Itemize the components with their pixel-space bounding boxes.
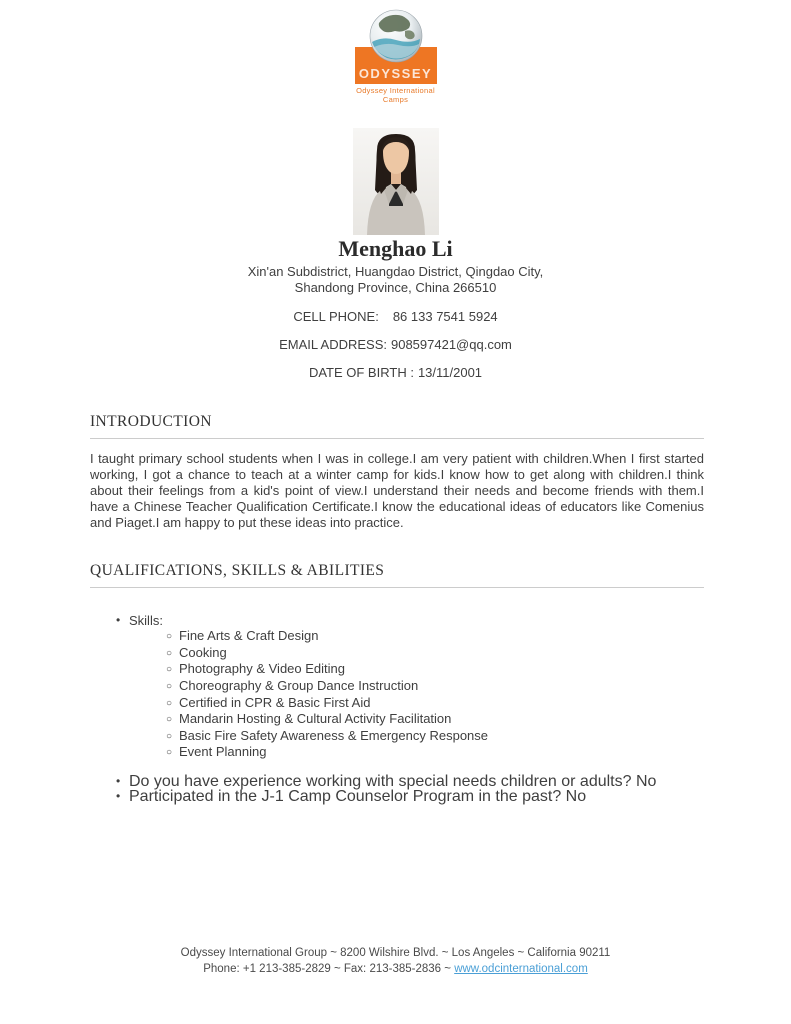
list-item xyxy=(90,613,704,629)
list-item xyxy=(90,678,704,695)
circle-bullet-icon: ○ xyxy=(166,747,173,759)
logo-tagline: Odyssey International Camps xyxy=(356,86,435,104)
questions-list xyxy=(90,774,704,805)
footer-phone-fax: Phone: +1 213-385-2829 ~ Fax: 213-385-2836 ~ xyxy=(203,962,455,975)
qualifications-heading: QUALIFICATIONS, SKILLS & ABILITIES xyxy=(90,562,704,588)
footer xyxy=(0,946,791,977)
circle-bullet-icon: ○ xyxy=(166,631,173,643)
list-item xyxy=(90,728,704,745)
list-item xyxy=(90,711,704,728)
skill-item: Photography & Video Editing xyxy=(179,661,345,677)
list-item xyxy=(90,774,704,790)
question-item: Do you have experience working with special needs children or adults? No xyxy=(129,772,657,790)
list-item xyxy=(90,628,704,645)
email-line xyxy=(0,337,791,352)
skill-item: Certified in CPR & Basic First Aid xyxy=(179,694,371,710)
skill-item: Cooking xyxy=(179,644,227,660)
bullet-icon: • xyxy=(116,789,121,804)
skill-item: Choreography & Group Dance Instruction xyxy=(179,677,419,693)
list-item xyxy=(90,661,704,678)
list-item xyxy=(90,695,704,712)
introduction-paragraph: I taught primary school students when I was in college.I am very patient with children.When I first started working, I got a chance to teach at a winter camp for kids.I know how to get along with children.I think about their feelings from a kid's point of view.I understand their needs and become friends with them.I have a Chinese Teacher Qualification Certificate.I know the educational ideas of educators like Comenius and Piaget.I am happy to put these ideas into practice. xyxy=(90,451,704,530)
list-item xyxy=(90,789,704,805)
photo-container xyxy=(0,128,791,235)
skill-item: Event Planning xyxy=(179,744,267,760)
circle-bullet-icon: ○ xyxy=(166,680,173,692)
email-value: 908597421@qq.com xyxy=(390,337,512,352)
introduction-heading: INTRODUCTION xyxy=(90,413,704,439)
circle-bullet-icon: ○ xyxy=(166,647,173,659)
cell-phone-line xyxy=(0,309,791,324)
bullet-icon: • xyxy=(116,773,121,788)
footer-website-link[interactable]: www.odcinternational.com xyxy=(454,962,588,975)
skill-item: Basic Fire Safety Awareness & Emergency Response xyxy=(179,727,489,743)
question-item: Participated in the J-1 Camp Counselor Program in the past? No xyxy=(129,788,587,806)
cell-phone-label: CELL PHONE: xyxy=(293,309,379,324)
footer-contact-line xyxy=(0,962,791,978)
dob-label: DATE OF BIRTH : xyxy=(308,365,414,380)
address xyxy=(0,264,791,296)
logo-brand-text: ODYSSEY xyxy=(358,66,433,81)
list-item xyxy=(90,744,704,761)
dob-value: 13/11/2001 xyxy=(417,365,483,380)
list-item xyxy=(90,645,704,662)
bullet-icon: • xyxy=(116,612,121,627)
person-name: Menghao Li xyxy=(338,236,453,261)
circle-bullet-icon: ○ xyxy=(166,664,173,676)
dob-line xyxy=(0,365,791,380)
circle-bullet-icon: ○ xyxy=(166,730,173,742)
skill-item: Fine Arts & Craft Design xyxy=(179,628,319,644)
email-label: EMAIL ADDRESS: xyxy=(279,337,387,352)
logo xyxy=(0,0,791,107)
skills-list xyxy=(90,613,704,761)
profile-photo xyxy=(353,128,439,235)
skills-label: Skills: xyxy=(129,612,163,628)
circle-bullet-icon: ○ xyxy=(166,697,173,709)
footer-address-line: Odyssey International Group ~ 8200 Wilshire Blvd. ~ Los Angeles ~ California 90211 xyxy=(180,947,611,959)
cell-phone-value: 86 133 7541 5924 xyxy=(392,309,498,324)
address-line-1: Xin'an Subdistrict, Huangdao District, Qingdao City, xyxy=(247,264,544,279)
skill-item: Mandarin Hosting & Cultural Activity Facilitation xyxy=(179,711,452,727)
address-line-2: Shandong Province, China 266510 xyxy=(294,280,497,295)
circle-bullet-icon: ○ xyxy=(166,714,173,726)
globe-icon xyxy=(369,9,423,63)
